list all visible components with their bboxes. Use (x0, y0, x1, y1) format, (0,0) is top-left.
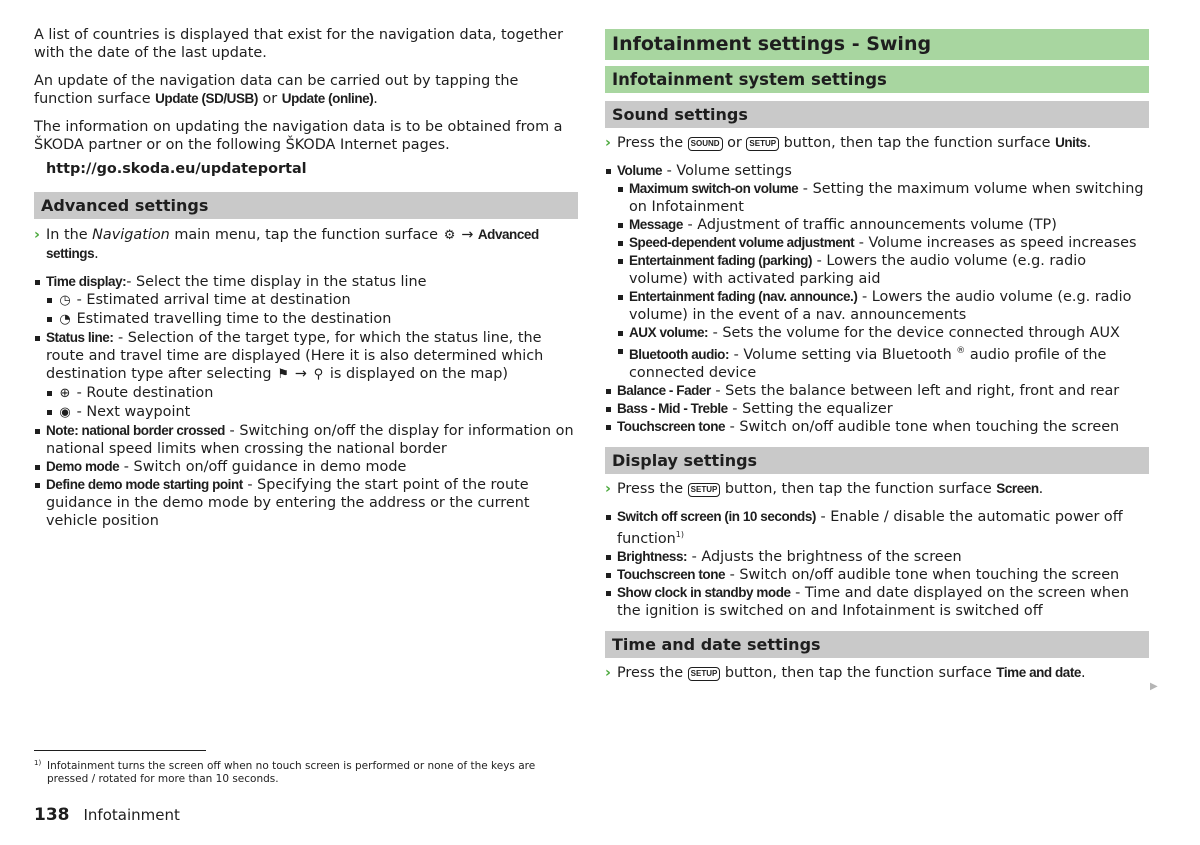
bullet-icon (618, 241, 623, 246)
list-item-fading-nav: Entertainment fading (nav. announce.) - Lowers the audio volume (e.g. radio volume) in the event of a nav. announcements (617, 288, 1149, 324)
footnote (34, 760, 579, 786)
bullet-icon (618, 259, 623, 264)
chevron-right-icon: › (34, 227, 40, 243)
list-item-speed-volume: Speed-dependent volume adjustment - Volume increases as speed increases (617, 234, 1149, 252)
list-item-border: Note: national border crossed - Switching on/off the display for information on national speed limits when crossing the national border (34, 422, 578, 458)
sound-settings-heading: Sound settings (605, 101, 1149, 128)
list-item-arrival: ◷ - Estimated arrival time at destination (46, 291, 578, 310)
left-column (34, 26, 578, 530)
bullet-icon (47, 410, 52, 415)
display-settings-list (605, 508, 1149, 620)
setup-key-icon: SETUP (688, 667, 721, 681)
bullet-icon (606, 389, 611, 394)
list-item-bluetooth-audio: Bluetooth audio: - Volume setting via Bluetooth ® audio profile of the connected device (617, 342, 1149, 382)
stopwatch-icon: ◔ (59, 312, 71, 327)
time-date-step: › Press the SETUP button, then tap the function surface Time and date. (605, 664, 1086, 681)
update-portal-link[interactable]: http://go.skoda.eu/updateportal (46, 161, 307, 177)
bullet-icon (618, 331, 623, 336)
sound-settings-list (605, 162, 1149, 436)
list-item-route-destination: ⊕ - Route destination (46, 384, 578, 403)
list-item-standby-clock: Show clock in standby mode - Time and date displayed on the screen when the ignition is switched on and Infotainment is switched off (605, 584, 1149, 620)
advanced-step: › In the Navigation main menu, tap the function surface ⚙ → Advanced settings. (34, 227, 539, 262)
bullet-icon (35, 429, 40, 434)
section-name: Infotainment (83, 806, 180, 824)
bullet-icon (47, 391, 52, 396)
bullet-icon (35, 280, 40, 285)
list-item-aux-volume: AUX volume: - Sets the volume for the device connected through AUX (617, 324, 1149, 342)
setup-key-icon: SETUP (688, 483, 721, 497)
list-item-demo-mode: Demo mode - Switch on/off guidance in demo mode (34, 458, 578, 476)
infotainment-system-heading: Infotainment system settings (605, 66, 1149, 93)
page-number: 138 (34, 805, 70, 825)
list-item-brightness: Brightness: - Adjusts the brightness of the screen (605, 548, 1149, 566)
bullet-icon (606, 555, 611, 560)
advanced-settings-heading: Advanced settings (34, 192, 578, 219)
bullet-icon (606, 169, 611, 174)
display-step: › Press the SETUP button, then tap the function surface Screen. (605, 480, 1044, 497)
target-icon: ◉ (59, 405, 71, 420)
clock-icon: ◷ (59, 293, 71, 308)
bullet-icon (47, 317, 52, 322)
list-item-message: Message - Adjustment of traffic announcements volume (TP) (617, 216, 1149, 234)
right-column (605, 29, 1149, 682)
chevron-right-icon: › (605, 135, 611, 151)
list-item-next-waypoint: ◉ - Next waypoint (46, 403, 578, 422)
chevron-right-icon: › (605, 480, 611, 497)
display-settings-heading: Display settings (605, 447, 1149, 474)
list-item-balance: Balance - Fader - Sets the balance between left and right, front and rear (605, 382, 1149, 400)
list-item-switch-off-screen: Switch off screen (in 10 seconds) - Enable / disable the automatic power off function$^{1)}$ (605, 508, 1149, 548)
bullet-icon (606, 515, 611, 520)
list-item-volume: Volume - Volume settings Maximum switch-on volume - Setting the maximum volume when switching on Infotainment Message - Adjustment of traffic announcements volume (TP) Speed-dependent volume adjustment - Volume increases as speed increases Entertainment fading (parking) - Lowers the audio volume (e.g. radio volume) with activated parking aid Entertainment fading (nav. announce.) - Lowers the audio volume (e.g. radio volume) in the event of a nav. announcements AUX volume: - Sets the volume for the device connected through AUX Bluetooth audio: - Volume setting via Bluetooth ® audio profile of the connected device (605, 162, 1149, 382)
bullet-icon (35, 483, 40, 488)
bullet-icon (606, 407, 611, 412)
paragraph-country-list: A list of countries is displayed that exist for the navigation data, together with the date of the last update. (34, 27, 564, 61)
list-item-equalizer: Bass - Mid - Treble - Setting the equalizer (605, 400, 1149, 418)
list-item-max-volume: Maximum switch-on volume - Setting the maximum volume when switching on Infotainment (617, 180, 1149, 216)
bullet-icon (35, 336, 40, 341)
setup-key-icon: SETUP (746, 137, 779, 151)
function-update-sd-usb: Update (SD/USB) (155, 91, 258, 106)
advanced-settings-list (34, 273, 578, 530)
infotainment-settings-heading: Infotainment settings - Swing (605, 29, 1149, 60)
bullet-icon (618, 349, 623, 354)
bullet-icon (618, 223, 623, 228)
list-item-fading-parking: Entertainment fading (parking) - Lowers the audio volume (e.g. radio volume) with activated parking aid (617, 252, 1149, 288)
footnote-ref: 1) (675, 529, 685, 539)
page-footer (34, 806, 180, 824)
paragraph-update: An update of the navigation data can be carried out by tapping the function surface Update (SD/USB) or Update (online). (34, 73, 519, 107)
bullet-icon (618, 295, 623, 300)
bullet-icon (606, 425, 611, 430)
footnote-divider (34, 750, 206, 751)
function-update-online: Update (online) (281, 91, 374, 106)
gear-icon: ⚙ (443, 228, 456, 243)
bullet-icon (606, 591, 611, 596)
flag-icon: ⚑ (277, 367, 289, 382)
triangle-right-icon: ▶ (1150, 681, 1158, 692)
list-item-time-display: Time display:- Select the time display in the status line ◷ - Estimated arrival time at destination ◔ Estimated travelling time to the destination (34, 273, 578, 329)
time-date-settings-heading: Time and date settings (605, 631, 1149, 658)
list-item-touchscreen-tone: Touchscreen tone - Switch on/off audible tone when touching the screen (605, 418, 1149, 436)
list-item-define-demo: Define demo mode starting point - Specifying the start point of the route guidance in the demo mode by entering the address or the current vehicle position (34, 476, 578, 530)
list-item-status-line: Status line: - Selection of the target type, for which the status line, the route and travel time are displayed (Here it is also determined which destination type after selecting ⚑ → ⚲ is displayed on the map) ⊕ - Route destination ◉ - Next waypoint (34, 329, 578, 422)
sound-key-icon: SOUND (688, 137, 723, 151)
footnote-text: Infotainment turns the screen off when no touch screen is performed or none of the keys are pressed / rotated for more than 10 seconds. (47, 760, 536, 785)
bullet-icon (35, 465, 40, 470)
list-item-travel: ◔ Estimated travelling time to the destination (46, 310, 578, 329)
chevron-right-icon: › (605, 664, 611, 681)
paragraph-update-info: The information on updating the navigation data is to be obtained from a ŠKODA partner or on the following ŠKODA Internet pages. (34, 119, 563, 153)
bullet-icon (606, 573, 611, 578)
bullet-icon (618, 187, 623, 192)
bullet-icon (47, 298, 52, 303)
list-item-touchscreen-tone-2: Touchscreen tone - Switch on/off audible tone when touching the screen (605, 566, 1149, 584)
crosshair-icon: ⊕ (59, 386, 71, 401)
waypoint-icon: ⚲ (313, 367, 324, 382)
sound-step: › Press the SOUND or SETUP button, then tap the function surface Units. (605, 135, 1092, 151)
footnote-mark: 1) (34, 759, 42, 767)
